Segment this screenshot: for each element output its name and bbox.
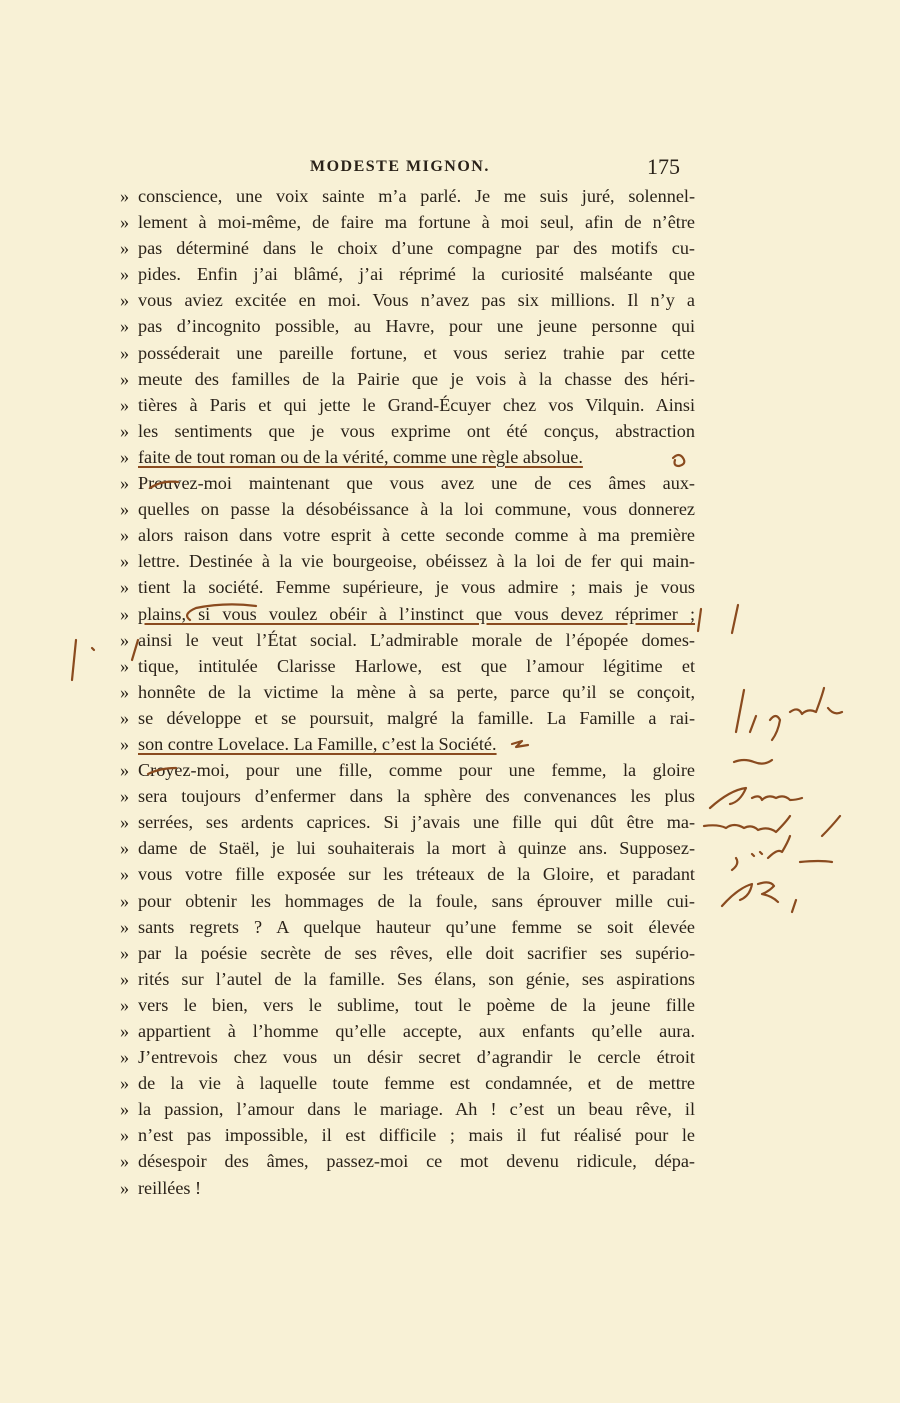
line-text: de la vie à laquelle toute femme est condamnée, et de mettre [138,1073,695,1094]
text-line [120,627,695,653]
line-text: pour obtenir les hommages de la foule, sans éprouver mille cui- [138,890,695,911]
quote-mark: » [120,760,130,781]
quote-mark: » [120,577,130,598]
text-line [120,1122,695,1148]
text-line [120,548,695,574]
body-text [120,183,695,1201]
quote-mark: » [120,394,130,415]
line-text: rités sur l’autel de la famille. Ses élans, son génie, ses aspirations [138,968,695,989]
quote-mark: » [120,238,130,259]
quote-mark: » [120,212,130,233]
quote-mark: » [120,968,130,989]
text-line [120,574,695,600]
quote-mark: » [120,316,130,337]
quote-mark: » [120,838,130,859]
quote-mark: » [120,525,130,546]
line-text: pides. Enfin j’ai blâmé, j’ai réprimé la curiosité malséante que [138,264,695,285]
quote-mark: » [120,1073,130,1094]
text-line [120,783,695,809]
line-text: par la poésie secrète de ses rêves, elle doit sacrifier ses supério- [138,942,695,963]
quote-mark: » [120,655,130,676]
quote-mark: » [120,368,130,389]
text-line [120,1044,695,1070]
line-text: pas d’incognito possible, au Havre, pour une jeune personne qui [138,316,695,337]
line-text: se développe et se poursuit, malgré la famille. La Famille a rai- [138,707,695,728]
text-line [120,366,695,392]
line-text: tières à Paris et qui jette le Grand-Écuyer chez vos Vilquin. Ainsi [138,394,695,415]
text-line [120,1175,695,1201]
quote-mark: » [120,446,130,467]
line-text: sera toujours d’enfermer dans la sphère des convenances les plus [138,786,695,807]
text-line [120,835,695,861]
text-line [120,444,695,470]
margin-note-line-2 [734,760,772,764]
line-text: faite de tout roman ou de la vérité, comme une règle absolue. [138,446,583,467]
line-text: ainsi le veut l’État social. L’admirable morale de l’épopée domes- [138,629,695,650]
text-line [120,1096,695,1122]
line-text: n’est pas impossible, il est difficile ; mais il fut réalisé pour le [138,1125,695,1146]
text-line [120,313,695,339]
line-text: J’entrevois chez vous un désir secret d’agrandir le cercle étroit [138,1047,695,1068]
text-line [120,809,695,835]
text-line [120,861,695,887]
line-text: honnête de la victime la mène à sa perte, parce qu’il se conçoit, [138,681,695,702]
line-text: quelles on passe la désobéissance à la loi commune, vous donnerez [138,499,695,520]
text-line [120,757,695,783]
text-line [120,235,695,261]
margin-note-line-1 [736,688,842,740]
quote-mark: » [120,551,130,572]
line-text: sants regrets ? A quelque hauteur qu’une femme se soit élevée [138,916,695,937]
text-line [120,340,695,366]
text-line [120,731,695,757]
line-text: lement à moi-même, de faire ma fortune à moi seul, afin de n’être [138,212,695,233]
quote-mark: » [120,864,130,885]
text-line [120,914,695,940]
text-line [120,1148,695,1174]
line-text: conscience, une voix sainte m’a parlé. Je me suis juré, solennel- [138,186,695,206]
text-line [120,287,695,313]
margin-dot-left [92,648,94,650]
quote-mark: » [120,420,130,441]
line-text: alors raison dans votre esprit à cette seconde comme à ma première [138,525,695,546]
line-text: appartient à l’homme qu’elle accepte, aux enfants qu’elle aura. [138,1021,695,1041]
line-text: vous votre fille exposée sur les tréteaux de la Gloire, et paradant [138,864,695,885]
text-line [120,1070,695,1096]
quote-mark: » [120,1177,130,1198]
quote-mark: » [120,1099,130,1120]
line-text: reillées ! [138,1177,202,1198]
quote-mark: » [120,1021,130,1041]
line-text: pas déterminé dans le choix d’une compagne par des motifs cu- [138,238,695,259]
line-text: Prouvez-moi maintenant que vous avez une de ces âmes aux- [138,473,695,494]
vertical-stroke-2 [732,605,738,633]
line-text: désespoir des âmes, passez-moi ce mot devenu ridicule, dépa- [138,1151,695,1172]
text-line [120,992,695,1018]
line-text: la passion, l’amour dans le mariage. Ah ! c’est un beau rêve, il [138,1099,695,1120]
line-text: plains, si vous voulez obéir à l’instinct que vous devez réprimer ; [138,603,695,624]
text-line [120,392,695,418]
margin-note-line-6 [722,882,796,912]
quote-mark: » [120,290,130,311]
quote-mark: » [120,994,130,1015]
quote-mark: » [120,1125,130,1146]
page-number: 175 [647,154,680,179]
line-text: dame de Staël, je lui souhaiterais la mort à quinze ans. Supposez- [138,838,695,859]
quote-mark: » [120,786,130,807]
running-title: MODESTE MIGNON. [310,158,490,175]
quote-mark: » [120,603,130,624]
line-text: meute des familles de la Pairie que je vois à la chasse des héri- [138,368,695,389]
quote-mark: » [120,1151,130,1172]
quote-mark: » [120,499,130,520]
text-line [120,940,695,966]
quote-mark: » [120,890,130,911]
margin-note-line-4 [704,816,840,836]
line-text: vous aviez excitée en moi. Vous n’avez pas six millions. Il n’y a [138,290,695,311]
quote-mark: » [120,342,130,363]
quote-mark: » [120,812,130,833]
line-text: son contre Lovelace. La Famille, c’est la Société. [138,733,497,754]
margin-stroke-left [72,640,76,680]
quote-mark: » [120,1047,130,1068]
quote-mark: » [120,473,130,494]
quote-mark: » [120,681,130,702]
text-line [120,966,695,992]
text-line [120,705,695,731]
text-line [120,418,695,444]
text-line [120,653,695,679]
line-text: tient la société. Femme supérieure, je vous admire ; mais je vous [138,577,695,598]
page-header [310,156,680,184]
quote-mark: » [120,707,130,728]
line-text: lettre. Destinée à la vie bourgeoise, obéissez à la loi de fer qui main- [138,551,695,572]
quote-mark: » [120,733,130,754]
text-line [120,522,695,548]
text-line [120,183,695,209]
text-line [120,209,695,235]
margin-note-line-3 [710,788,802,808]
line-text: les sentiments que je vous exprime ont été conçus, abstraction [138,420,695,441]
line-text: serrées, ses ardents caprices. Si j’avais une fille qui dût être ma- [138,812,695,833]
quote-mark: » [120,629,130,650]
text-line [120,1018,695,1044]
line-text: vers le bien, vers le sublime, tout le poème de la jeune fille [138,994,695,1015]
text-line [120,601,695,627]
text-line [120,888,695,914]
text-line [120,679,695,705]
quote-mark: » [120,916,130,937]
text-line [120,261,695,287]
text-line [120,496,695,522]
vertical-stroke-1 [698,609,701,631]
quote-mark: » [120,942,130,963]
quote-mark: » [120,264,130,285]
line-text: posséderait une pareille fortune, et vous seriez trahie par cette [138,342,695,363]
text-line [120,470,695,496]
margin-note-line-5 [732,836,832,870]
line-text: Croyez-moi, pour une fille, comme pour une femme, la gloire [138,760,695,781]
quote-mark: » [120,186,130,206]
line-text: tique, intitulée Clarisse Harlowe, est que l’amour légitime et [138,655,695,676]
